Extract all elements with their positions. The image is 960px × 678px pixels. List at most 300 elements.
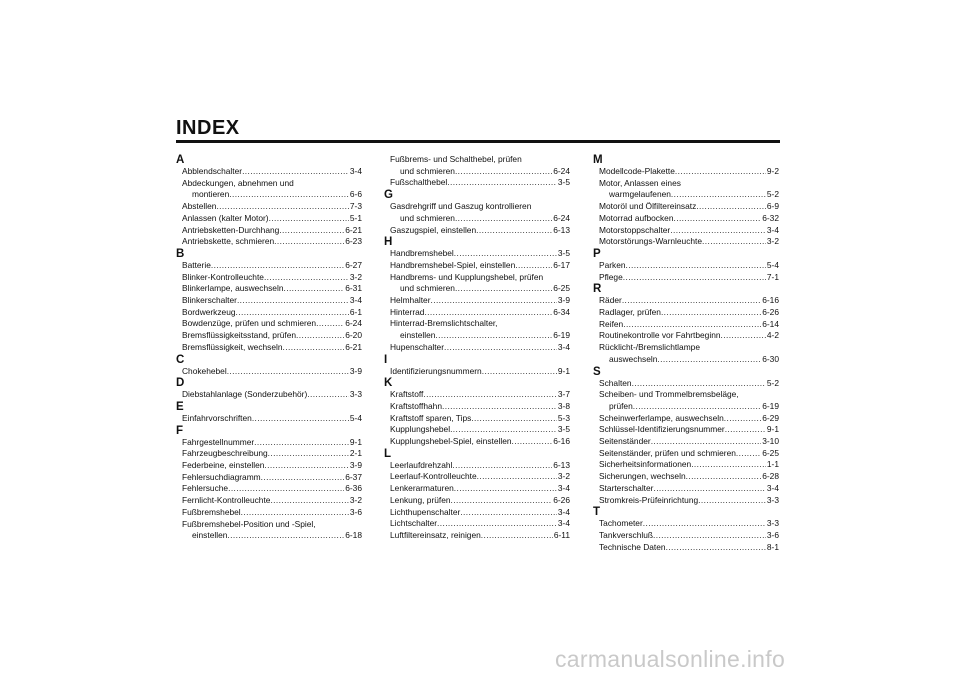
index-entry [176, 189, 362, 201]
index-entry-page: 3-9 [349, 460, 362, 471]
index-entry-text: Kraftstoff sparen, Tips [390, 412, 472, 423]
dot-leader [264, 272, 349, 284]
dot-leader [653, 530, 766, 542]
index-entry-text: Antriebsketten-Durchhang [182, 224, 280, 235]
index-entry-page: 6-24 [553, 212, 570, 223]
index-entry-page: 6-1 [349, 306, 362, 317]
index-entry [384, 495, 570, 507]
index-letter-heading: F [176, 424, 184, 437]
index-entry-text: Parken [599, 259, 626, 270]
dot-leader [477, 471, 557, 483]
index-entry-page: 7-1 [766, 271, 779, 282]
index-entry-page: 6-23 [345, 236, 362, 247]
index-entry-text: Bremsflüssigkeit, wechseln [182, 341, 283, 352]
index-entry-page: 3-4 [557, 518, 570, 529]
index-entry-page: 6-37 [345, 471, 362, 482]
index-entry [593, 424, 779, 436]
index-letter-heading: A [176, 154, 185, 166]
dot-leader [482, 366, 557, 378]
index-entry-text: Lichthupenschalter [390, 506, 461, 517]
index-entry [384, 248, 570, 260]
index-entry [176, 213, 362, 225]
index-entry-page: 3-9 [349, 365, 362, 376]
index-entry-text: Handbremshebel [390, 248, 454, 259]
index-entry-page: 6-31 [345, 283, 362, 294]
dot-leader [435, 330, 552, 342]
index-entry [384, 225, 570, 237]
index-entry-text: Kraftstoff [390, 389, 424, 400]
index-entry-text: und schmieren [400, 212, 455, 223]
index-letter-heading: B [176, 247, 185, 260]
index-entry-text: Fußbremshebel [182, 506, 241, 517]
index-entry-text: Motoröl und Ölfiltereinsatz [599, 201, 697, 212]
index-entry-text: Blinkerschalter [182, 295, 237, 306]
dot-leader [451, 495, 553, 507]
index-entry-text: Schalten [599, 377, 632, 388]
dot-leader [455, 283, 552, 295]
watermark: carmanualsonline.info [555, 646, 786, 672]
index-entry-page: 6-16 [762, 295, 779, 306]
index-entry-text: Bordwerkzeug [182, 306, 236, 317]
index-entry-page: 3-4 [557, 341, 570, 352]
page-title: INDEX [176, 117, 240, 139]
index-entry [176, 318, 362, 330]
index-entry [176, 201, 362, 213]
dot-leader [261, 472, 345, 484]
index-entry-text: Identifizierungsnummern [390, 365, 482, 376]
dot-leader [229, 189, 349, 201]
dot-leader [670, 225, 766, 237]
dot-leader [269, 213, 349, 225]
index-entry-page: 3-2 [557, 471, 570, 482]
index-entry-page: 5-4 [766, 259, 779, 270]
index-entry-text: Fußschalthebel [390, 177, 448, 188]
dot-leader [228, 483, 344, 495]
index-entry [593, 272, 779, 284]
dot-leader [296, 330, 344, 342]
dot-leader [515, 260, 552, 272]
index-entry-page: 3-8 [557, 400, 570, 411]
index-entry-page: 6-16 [553, 436, 570, 447]
index-entry-page: 3-2 [349, 495, 362, 506]
index-entry-page: 6-27 [345, 259, 362, 270]
index-entry-text: Handbremshebel-Spiel, einstellen [390, 259, 516, 270]
index-entry-text: Seitenständer, prüfen und schmieren [599, 447, 736, 458]
index-letter-heading: H [384, 236, 393, 249]
index-entry-text: Federbeine, einstellen [182, 460, 265, 471]
index-entry [176, 225, 362, 237]
index-entry-text: Fehlersuchdiagramm [182, 471, 261, 482]
dot-leader [632, 378, 766, 390]
index-entry-text: Seitenständer [599, 436, 651, 447]
index-entry-text: Lenkung, prüfen [390, 494, 451, 505]
index-entry [176, 460, 362, 472]
dot-leader [437, 518, 557, 530]
index-entry [176, 495, 362, 507]
index-entry [176, 472, 362, 484]
dot-leader [254, 437, 349, 449]
index-entry-page: 6-21 [345, 341, 362, 352]
index-entry-text: Starterschalter [599, 482, 654, 493]
dot-leader [307, 389, 349, 401]
index-entry-text: Fußbrems- und Schalthebel, prüfen [390, 154, 522, 164]
dot-leader [661, 307, 761, 319]
index-entry-page: 9-2 [766, 166, 779, 176]
dot-leader [279, 225, 344, 237]
index-entry [593, 236, 779, 248]
index-entry-page: 3-2 [349, 271, 362, 282]
index-entry [384, 342, 570, 354]
dot-leader [211, 260, 344, 272]
index-entry [176, 530, 362, 542]
dot-leader [674, 213, 762, 225]
index-entry [593, 319, 779, 331]
dot-leader [724, 413, 761, 425]
index-entry-text: Leerlaufdrehzahl [390, 459, 453, 470]
index-entry [593, 530, 779, 542]
index-entry-page: 4-2 [766, 330, 779, 341]
index-entry-page: 6-25 [762, 447, 779, 458]
dot-leader [675, 166, 766, 178]
index-letter-heading: D [176, 377, 185, 390]
index-entry-text: Fahrzeugbeschreibung [182, 448, 268, 459]
dot-leader [431, 295, 557, 307]
index-entry-page: 9-1 [557, 365, 570, 376]
index-entry-text: montieren [192, 189, 230, 200]
index-entry-text: Hinterrad-Bremslichtschalter, [390, 318, 498, 329]
index-entry-page: 3-3 [766, 494, 779, 505]
index-column-1 [176, 154, 362, 542]
index-entry-text: Batterie [182, 259, 211, 270]
index-entry-page: 6-18 [345, 530, 362, 541]
index-entry-page: 8-1 [766, 541, 779, 552]
index-entry-page: 3-2 [766, 236, 779, 247]
index-entry-text: Scheiben- und Trommelbremsbeläge, [599, 389, 739, 400]
index-entry-text: Abstellen [182, 201, 217, 212]
index-entry-text: Hinterrad [390, 306, 425, 317]
index-entry [384, 177, 570, 189]
index-entry [384, 436, 570, 448]
index-entry-page: 5-4 [349, 412, 362, 423]
index-entry-text: Modellcode-Plakette [599, 166, 675, 176]
index-entry-text: Gasdrehgriff und Gaszug kontrollieren [390, 201, 532, 212]
index-entry-text: Bowdenzüge, prüfen und schmieren [182, 318, 317, 329]
index-entry [384, 471, 570, 483]
index-entry-page: 6-25 [553, 283, 570, 294]
index-entry-page: 6-24 [345, 318, 362, 329]
dot-leader [512, 436, 553, 448]
index-entry-text: Fußbremshebel-Position und -Spiel, [182, 518, 316, 529]
index-entry [593, 459, 779, 471]
index-entry-text: Sicherungen, wechseln [599, 471, 686, 482]
index-entry-text: Kupplungshebel [390, 424, 451, 435]
index-entry [176, 166, 362, 178]
dot-leader [623, 272, 766, 284]
index-letter-heading: M [593, 154, 603, 166]
index-entry-page: 3-3 [766, 518, 779, 529]
index-entry [593, 413, 779, 425]
index-letter-heading: T [593, 506, 601, 519]
index-entry-text: Anlassen (kalter Motor) [182, 212, 269, 223]
index-entry [593, 354, 779, 366]
dot-leader [452, 460, 552, 472]
dot-leader [671, 189, 766, 201]
index-entry [176, 366, 362, 378]
index-entry [384, 460, 570, 472]
dot-leader [626, 260, 766, 272]
index-entry-page: 3-6 [349, 506, 362, 517]
index-entry [384, 166, 570, 178]
index-entry [176, 236, 362, 248]
dot-leader [424, 307, 552, 319]
index-entry [176, 307, 362, 319]
index-entry-page: 3-4 [349, 166, 362, 176]
index-entry-text: Diebstahlanlage (Sonderzubehör) [182, 389, 308, 400]
dot-leader [691, 459, 766, 471]
index-entry-text: Kupplungshebel-Spiel, einstellen [390, 436, 512, 447]
dot-leader [236, 307, 349, 319]
dot-leader [481, 530, 553, 542]
index-entry [384, 401, 570, 413]
index-entry [176, 295, 362, 307]
index-entry-text: warmgelaufenen [609, 189, 671, 200]
index-entry-text: Leerlauf-Kontrolleuchte [390, 471, 477, 482]
index-letter-heading: L [384, 447, 392, 460]
dot-leader [633, 401, 761, 413]
index-entry [593, 483, 779, 495]
index-entry-page: 3-4 [557, 506, 570, 517]
index-entry-page: 6-20 [345, 330, 362, 341]
index-entry-text: Scheinwerferlampe, auswechseln [599, 412, 724, 423]
index-entry-text: Hupenschalter [390, 341, 445, 352]
index-entry [176, 260, 362, 272]
index-entry-text: Antriebskette, schmieren [182, 236, 275, 247]
index-entry [384, 307, 570, 319]
index-entry-page: 3-4 [349, 295, 362, 306]
index-entry-page: 2-1 [349, 448, 362, 459]
dot-leader [444, 342, 557, 354]
index-letter-heading: I [384, 353, 388, 366]
dot-leader [622, 295, 761, 307]
index-entry-text: Lenkerarmaturen [390, 483, 454, 494]
index-entry-page: 5-2 [766, 189, 779, 200]
index-entry-text: Rücklicht-/Bremslichtlampe [599, 342, 700, 353]
dot-leader [721, 330, 766, 342]
dot-leader [698, 495, 766, 507]
dot-leader [454, 483, 557, 495]
index-entry-page: 3-3 [349, 389, 362, 400]
dot-leader [423, 389, 557, 401]
index-entry-text: Schlüssel-Identifizierungsnummer [599, 424, 725, 435]
index-entry-page: 3-4 [557, 483, 570, 494]
index-entry [593, 330, 779, 342]
index-entry [384, 295, 570, 307]
dot-leader [442, 401, 557, 413]
index-entry [384, 483, 570, 495]
index-entry [593, 471, 779, 483]
dot-leader [454, 248, 557, 260]
index-entry [176, 389, 362, 401]
index-entry [176, 330, 362, 342]
dot-leader [447, 177, 557, 189]
index-entry [384, 330, 570, 342]
index-entry [593, 166, 779, 178]
index-column-3 [593, 154, 779, 553]
index-entry-page: 6-6 [349, 189, 362, 200]
index-entry-page: 6-26 [762, 307, 779, 318]
index-entry-text: Bremsflüssigkeitsstand, prüfen [182, 330, 297, 341]
index-entry-text: Reifen [599, 318, 624, 329]
index-entry [593, 448, 779, 460]
dot-leader [476, 225, 552, 237]
index-entry-text: Abdeckungen, abnehmen und [182, 177, 294, 188]
index-letter-heading: E [176, 400, 184, 413]
index-entry [593, 295, 779, 307]
index-entry [593, 260, 779, 272]
index-entry-page: 3-4 [766, 482, 779, 493]
index-entry-page: 6-24 [553, 165, 570, 176]
index-entry [593, 495, 779, 507]
dot-leader [666, 542, 766, 554]
index-letter-heading: R [593, 283, 602, 296]
dot-leader [227, 530, 344, 542]
index-entry-page: 6-17 [553, 259, 570, 270]
index-entry [593, 436, 779, 448]
index-entry [384, 518, 570, 530]
index-letter-heading: G [384, 189, 393, 202]
dot-leader [264, 460, 348, 472]
index-entry-text: und schmieren [400, 283, 455, 294]
index-entry-text: Motorstoppschalter [599, 224, 671, 235]
index-letter-heading: S [593, 365, 601, 378]
index-entry [176, 437, 362, 449]
index-entry [384, 413, 570, 425]
dot-leader [241, 507, 349, 519]
index-entry [176, 413, 362, 425]
index-entry-text: Motorstörungs-Warnleuchte [599, 236, 703, 247]
dot-leader [653, 483, 765, 495]
index-entry [384, 389, 570, 401]
dot-leader [686, 471, 762, 483]
index-entry-text: Fernlicht-Kontrolleuchte [182, 495, 271, 506]
index-entry [176, 483, 362, 495]
index-letter-heading: K [384, 377, 393, 390]
index-entry-page: 6-13 [553, 459, 570, 470]
index-entry-text: Chokehebel [182, 365, 227, 376]
index-entry [176, 283, 362, 295]
index-entry-text: Stromkreis-Prüfeinrichtung [599, 494, 699, 505]
dot-leader [450, 424, 557, 436]
index-entry-page: 3-4 [766, 224, 779, 235]
index-entry-page: 3-9 [557, 295, 570, 306]
title-rule [176, 140, 780, 143]
index-column-2 [384, 154, 570, 542]
index-entry-text: Pflege [599, 271, 623, 282]
index-entry-text: Blinker-Kontrolleuchte [182, 271, 264, 282]
index-entry-text: Kraftstoffhahn [390, 400, 442, 411]
dot-leader [725, 424, 766, 436]
index-entry-page: 5-3 [557, 412, 570, 423]
index-entry-page: 3-7 [557, 389, 570, 400]
dot-leader [736, 448, 761, 460]
index-entry-text: Radlager, prüfen [599, 307, 661, 318]
index-entry [593, 518, 779, 530]
dot-leader [702, 236, 766, 248]
index-entry-text: Sicherheitsinformationen [599, 459, 692, 470]
index-entry-page: 5-1 [349, 212, 362, 223]
index-entry-page: 9-1 [766, 424, 779, 435]
index-entry-page: 6-21 [345, 224, 362, 235]
dot-leader [455, 166, 552, 178]
index-entry [384, 530, 570, 542]
index-entry [176, 272, 362, 284]
index-entry-text: Tachometer [599, 518, 643, 529]
index-entry-page: 6-28 [762, 471, 779, 482]
index-entry [593, 401, 779, 413]
index-entry-page: 3-5 [557, 248, 570, 259]
index-entry-text: einstellen [192, 530, 228, 541]
index-entry [593, 225, 779, 237]
index-entry-text: auswechseln [609, 353, 658, 364]
index-entry-text: Lichtschalter [390, 518, 438, 529]
dot-leader [471, 413, 557, 425]
index-entry [176, 448, 362, 460]
index-entry-text: Helmhalter [390, 295, 431, 306]
dot-leader [216, 201, 348, 213]
dot-leader [696, 201, 766, 213]
index-entry-text: Gaszugspiel, einstellen [390, 224, 477, 235]
index-entry-page: 6-29 [762, 412, 779, 423]
dot-leader [227, 366, 349, 378]
index-entry-text: Routinekontrolle vor Fahrtbeginn [599, 330, 721, 341]
index-entry [176, 342, 362, 354]
index-entry-page: 1-1 [766, 459, 779, 470]
index-entry-page: 9-1 [349, 436, 362, 447]
index-entry-page: 6-30 [762, 353, 779, 364]
index-entry-text: Luftfiltereinsatz, reinigen [390, 529, 481, 540]
index-entry [384, 283, 570, 295]
index-entry [593, 378, 779, 390]
index-entry-text: Einfahrvorschriften [182, 412, 252, 423]
index-entry [384, 424, 570, 436]
index-entry-text: Technische Daten [599, 541, 666, 552]
index-entry-text: Motor, Anlassen eines [599, 177, 681, 188]
index-entry-page: 6-36 [345, 483, 362, 494]
dot-leader [651, 436, 762, 448]
index-entry-text: Fehlersuche [182, 483, 229, 494]
index-entry-page: 6-32 [762, 212, 779, 223]
index-entry [593, 201, 779, 213]
index-entry-page: 6-9 [766, 201, 779, 212]
index-entry-page: 6-11 [553, 529, 570, 540]
index-entry-text: Abblendschalter [182, 166, 243, 176]
index-entry-page: 6-26 [553, 494, 570, 505]
index-entry [593, 213, 779, 225]
index-entry-page: 3-5 [557, 177, 570, 188]
index-entry [384, 213, 570, 225]
dot-leader [455, 213, 552, 225]
index-entry-page: 5-2 [766, 377, 779, 388]
index-entry-text: Tankverschluß [599, 529, 653, 540]
index-entry-text: Fahrgestellnummer [182, 436, 255, 447]
index-entry [384, 507, 570, 519]
dot-leader [623, 319, 761, 331]
index-entry [593, 542, 779, 554]
dot-leader [268, 448, 349, 460]
index-entry [593, 307, 779, 319]
dot-leader [657, 354, 761, 366]
index-entry-page: 6-13 [553, 224, 570, 235]
